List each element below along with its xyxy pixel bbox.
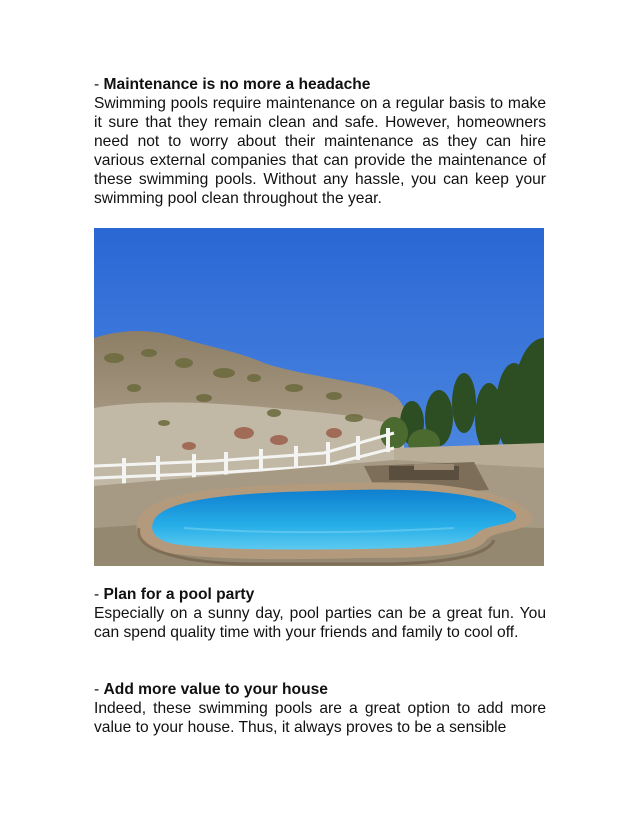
section-body: Indeed, these swimming pools are a great option to add more value to your house. Thus, it always proves to be a sensible — [94, 700, 546, 736]
heading-dash: - — [94, 76, 104, 93]
section-add-value — [94, 680, 546, 737]
section-heading — [94, 585, 546, 604]
section-maintenance — [94, 75, 546, 208]
section-heading — [94, 75, 546, 94]
section-pool-party — [94, 585, 546, 642]
heading-text: Add more value to your house — [103, 681, 328, 698]
heading-text: Maintenance is no more a headache — [103, 76, 371, 93]
pool-water — [152, 490, 516, 550]
pool-photo — [94, 228, 544, 566]
section-body: Swimming pools require maintenance on a regular basis to make it sure that they remain clean and safe. However, homeowners need not to worry about their maintenance as they can hire various external companies that can provide the maintenance of these swimming pools. Without any hassle, you can keep your swimming pool clean throughout the year. — [94, 95, 546, 207]
heading-dash: - — [94, 586, 104, 603]
section-body: Especially on a sunny day, pool parties can be a great fun. You can spend quality time with your friends and family to cool off. — [94, 605, 546, 641]
heading-text: Plan for a pool party — [103, 586, 255, 603]
heading-dash: - — [94, 681, 104, 698]
section-heading — [94, 680, 546, 699]
